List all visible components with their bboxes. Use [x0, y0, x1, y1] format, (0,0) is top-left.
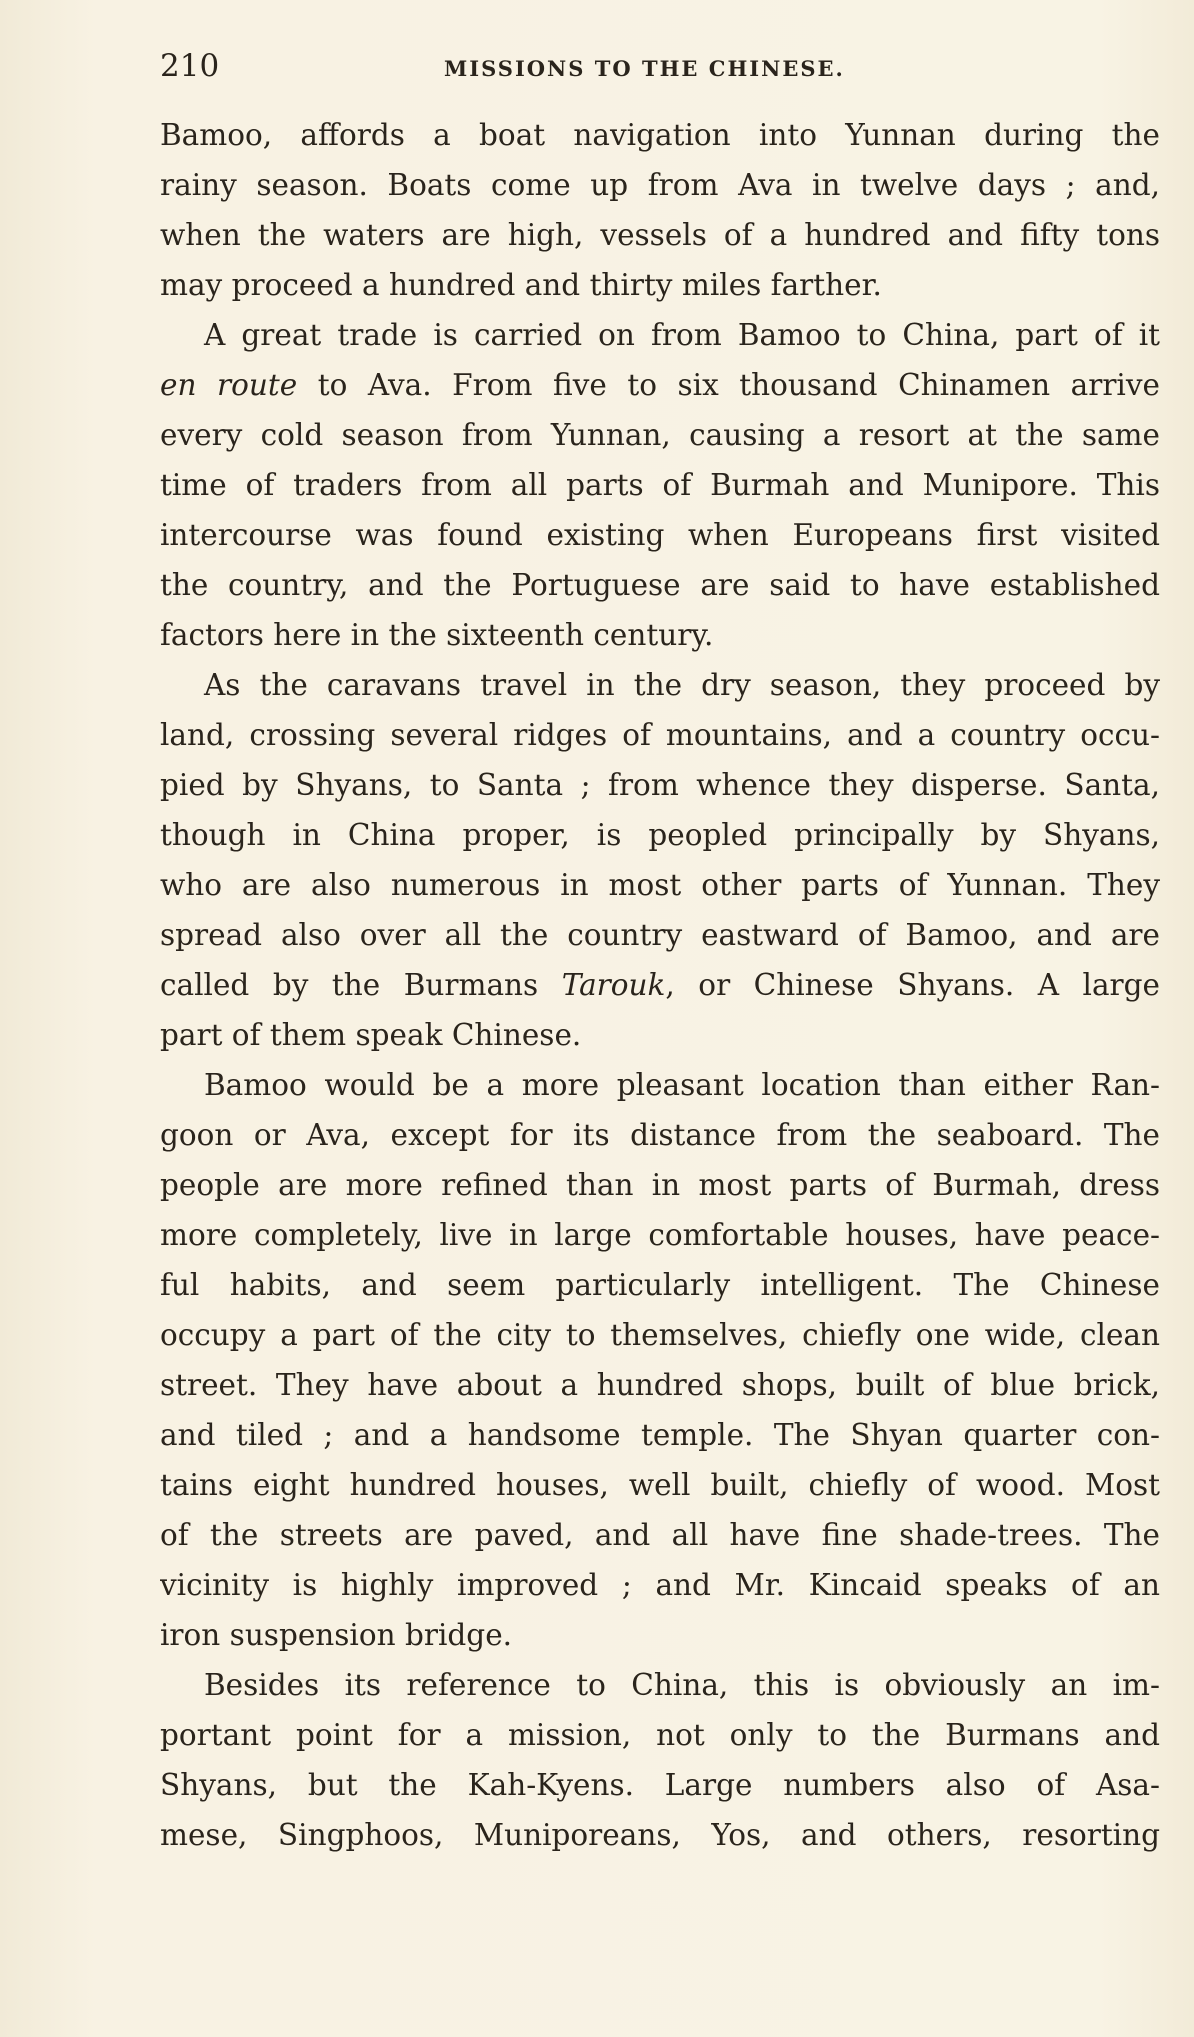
text-line: intercourse was found existing when Europeans first visited — [160, 518, 1160, 552]
text-line: when the waters are high, vessels of a hundred and fifty tons — [160, 218, 1160, 252]
text-line: pied by Shyans, to Santa ; from whence they disperse. Santa, — [160, 768, 1160, 802]
text-line: vicinity is highly improved ; and Mr. Kincaid speaks of an — [160, 1568, 1160, 1602]
text-line: and tiled ; and a handsome temple. The Shyan quarter con- — [160, 1418, 1160, 1452]
text-line: time of traders from all parts of Burmah and Munipore. This — [160, 468, 1160, 502]
body-text — [160, 110, 1160, 1860]
text-span: called by the Burmans — [160, 968, 562, 1002]
text-span: , or Chinese Shyans. A large — [665, 968, 1160, 1002]
text-line: people are more refined than in most parts of Burmah, dress — [160, 1168, 1160, 1202]
text-line: factors here in the sixteenth century. — [160, 618, 714, 652]
text-line: part of them speak Chinese. — [160, 1018, 582, 1052]
text-line — [160, 960, 1160, 1010]
text-line: goon or Ava, except for its distance from the seaboard. The — [160, 1118, 1160, 1152]
text-line: portant point for a mission, not only to the Burmans and — [160, 1718, 1160, 1752]
text-line: ful habits, and seem particularly intelligent. The Chinese — [160, 1268, 1160, 1302]
text-line: Bamoo, affords a boat navigation into Yunnan during the — [160, 118, 1160, 152]
page-text-block — [160, 48, 1160, 1860]
text-line: mese, Singphoos, Muniporeans, Yos, and others, resorting — [160, 1818, 1160, 1852]
text-line: land, crossing several ridges of mountains, and a country occu- — [160, 718, 1160, 752]
running-head — [160, 48, 1160, 110]
text-line: rainy season. Boats come up from Ava in twelve days ; and, — [160, 168, 1160, 202]
text-line: more completely, live in large comfortable houses, have peace- — [160, 1218, 1160, 1252]
text-line: occupy a part of the city to themselves, chiefly one wide, clean — [160, 1318, 1160, 1352]
text-line: Shyans, but the Kah-Kyens. Large numbers also of Asa- — [160, 1768, 1160, 1802]
text-line: may proceed a hundred and thirty miles farther. — [160, 268, 882, 302]
text-line: though in China proper, is peopled principally by Shyans, — [160, 818, 1160, 852]
text-line: Bamoo would be a more pleasant location than either Ran- — [204, 1068, 1160, 1102]
page-number: 210 — [160, 48, 220, 84]
text-line: the country, and the Portuguese are said to have established — [160, 568, 1160, 602]
text-line: A great trade is carried on from Bamoo to China, part of it — [204, 318, 1160, 352]
text-span: to Ava. From five to six thousand Chinamen arrive — [297, 368, 1160, 402]
text-line: who are also numerous in most other parts of Yunnan. They — [160, 868, 1160, 902]
text-line: every cold season from Yunnan, causing a resort at the same — [160, 418, 1160, 452]
italic-text: Tarouk — [561, 968, 666, 1002]
running-head-title: MISSIONS TO THE CHINESE. — [444, 56, 845, 81]
text-line: tains eight hundred houses, well built, chiefly of wood. Most — [160, 1468, 1160, 1502]
text-line: iron suspension bridge. — [160, 1618, 513, 1652]
text-line: of the streets are paved, and all have fine shade-trees. The — [160, 1518, 1160, 1552]
text-line: Besides its reference to China, this is obviously an im- — [204, 1668, 1160, 1702]
text-line: As the caravans travel in the dry season, they proceed by — [204, 668, 1160, 702]
italic-text: en route — [160, 368, 298, 402]
text-line: street. They have about a hundred shops, built of blue brick, — [160, 1368, 1160, 1402]
text-line — [160, 360, 1160, 410]
text-line: spread also over all the country eastward of Bamoo, and are — [160, 918, 1160, 952]
